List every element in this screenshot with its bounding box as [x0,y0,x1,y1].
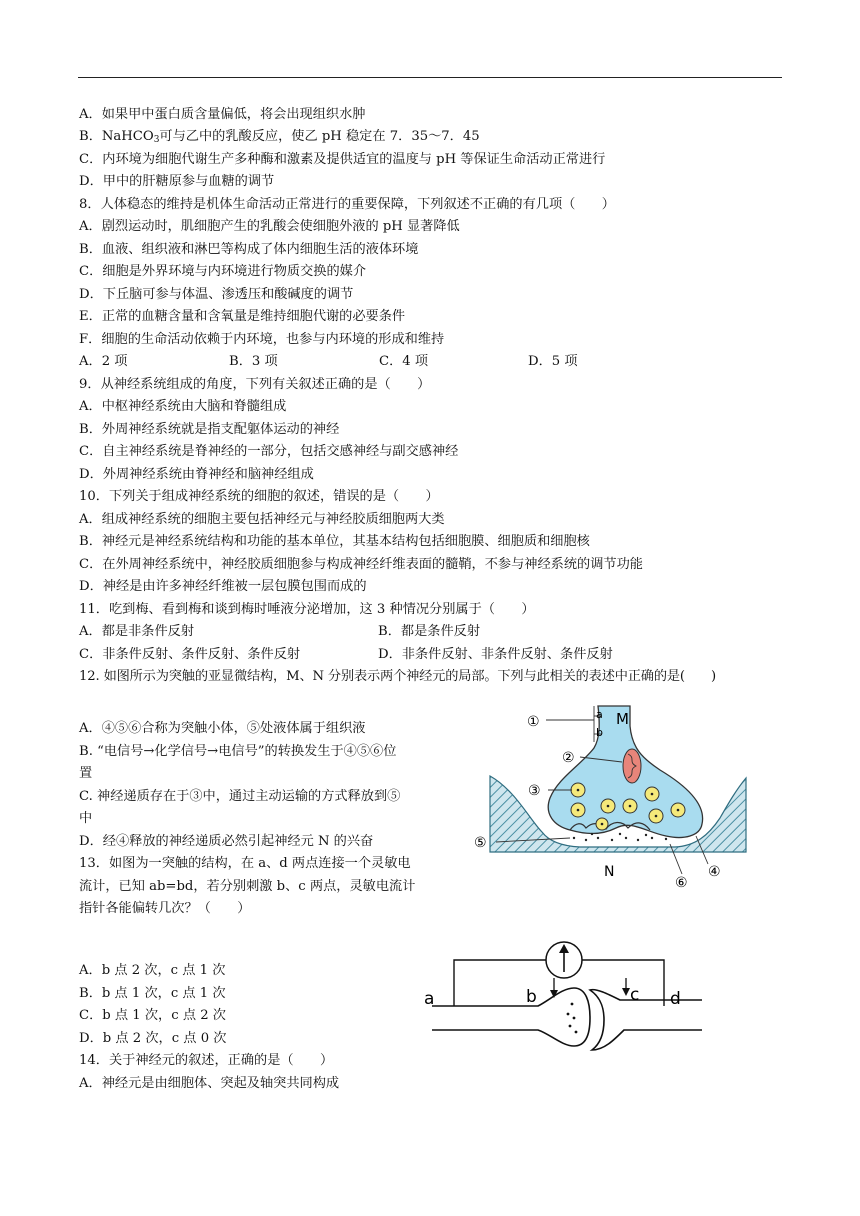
q13-option-d: D．b 点 2 次，c 点 0 次 [79,1031,227,1046]
q11-option-b: B．都是条件反射 [378,624,481,639]
fig12-label-3: ③ [528,783,541,799]
q11-stem: 11．吃到梅、看到梅和谈到梅时唾液分泌增加，这 3 种情况分别属于（ ） [79,602,535,617]
q8-statement-f: F．细胞的生命活动依赖于内环境，也参与内环境的形成和维持 [79,332,445,347]
q9-option-a: A．中枢神经系统由大脑和脊髓组成 [79,399,287,414]
q8-statement-b: B．血液、组织液和淋巴等构成了体内细胞生活的液体环境 [79,242,419,257]
vesicle-dots [567,1003,578,1034]
fig13-point-b: b [526,987,537,1007]
q7-option-c: C．内环境为细胞代谢生产多种酶和激素及提供适宜的温度与 pH 等保证生命活动正常进行 [79,152,606,167]
fig12-label-6: ⑥ [675,875,688,891]
fig12-label-b: b [596,726,603,739]
q9-option-b: B．外周神经系统就是指支配躯体运动的神经 [79,422,340,437]
q10-option-a: A．组成神经系统的细胞主要包括神经元与神经胶质细胞两大类 [79,512,445,527]
q13-option-a: A．b 点 2 次，c 点 1 次 [79,963,226,978]
q13-stem-line1: 13．如图为一突触的结构，在 a、d 两点连接一个灵敏电 [79,856,411,871]
q10-option-c: C．在外周神经系统中，神经胶质细胞参与构成神经纤维表面的髓鞘，不参与神经系统的调节功能 [79,557,643,572]
q7-option-b: B．NaHCO$_3$可与乙中的乳酸反应，使乙 pH 稳定在 7．35～7．45 [79,129,480,145]
q8-statement-e: E．正常的血糖含量和含氧量是维持细胞代谢的必要条件 [79,309,406,324]
q13-option-c: C．b 点 1 次，c 点 2 次 [79,1008,226,1023]
q13-option-b: B．b 点 1 次，c 点 1 次 [79,986,226,1001]
q12-option-a: A．④⑤⑥合称为突触小体，⑤处液体属于组织液 [79,721,366,736]
fig13-point-c: c [630,985,640,1005]
galvanometer-icon [546,942,582,978]
synapse-figure [470,698,760,892]
q12-option-c-cont: 中 [79,811,93,826]
q12-option-c: C. 神经递质存在于③中，通过主动运输的方式释放到⑤ [79,789,401,804]
postsynaptic-axon [590,990,702,1050]
fig12-label-5: ⑤ [474,835,487,851]
q9-option-c: C．自主神经系统是脊神经的一部分，包括交感神经与副交感神经 [79,444,459,459]
q9-stem: 9．从神经系统组成的角度，下列有关叙述正确的是（ ） [79,377,431,392]
q10-stem: 10．下列关于组成神经系统的细胞的叙述，错误的是（ ） [79,489,439,504]
fig13-point-d: d [670,989,681,1009]
q14-stem: 14．关于神经元的叙述，正确的是（ ） [79,1053,334,1068]
q8-option-a: A．2 项 [79,354,128,369]
q12-stem: 12. 如图所示为突触的亚显微结构，M、N 分别表示两个神经元的局部。下列与此相关的表述中正确的是( ) [79,669,716,684]
q10-option-d: D．神经是由许多神经纤维被一层包膜包围而成的 [79,579,367,594]
q7-option-a: A．如果甲中蛋白质含量偏低，将会出现组织水肿 [79,107,366,122]
q8-statement-c: C．细胞是外界环境与内环境进行物质交换的媒介 [79,264,367,279]
q11-option-d: D．非条件反射、非条件反射、条件反射 [378,647,613,662]
q12-option-d: D．经④释放的神经递质必然引起神经元 N 的兴奋 [79,834,374,849]
q12-option-b-cont: 置 [79,766,93,781]
fig12-label-2: ② [562,750,575,766]
q13-stem-line3: 指针各能偏转几次？（ ） [79,901,251,916]
mitochondrion-icon [623,749,641,783]
q11-option-a: A．都是非条件反射 [79,624,195,639]
q7-option-d: D．甲中的肝糖原参与血糖的调节 [79,174,275,189]
fig12-label-a: a [596,708,603,721]
q13-stem-line2: 流计，已知 ab=bd，若分别刺激 b、c 两点，灵敏电流计 [79,879,416,894]
q11-option-c: C．非条件反射、条件反射、条件反射 [79,647,301,662]
fig12-label-m: M [616,710,629,728]
transmitter-dots [573,833,667,841]
fig12-label-1: ① [527,714,540,730]
q8-option-d: D．5 项 [528,354,578,369]
q8-stem: 8．人体稳态的维持是机体生命活动正常进行的重要保障，下列叙述不正确的有几项（ ） [79,197,615,212]
q8-statement-a: A．剧烈运动时，肌细胞产生的乳酸会使细胞外液的 pH 显著降低 [79,219,460,234]
q8-option-b: B．3 项 [229,354,278,369]
fig13-point-a: a [424,989,435,1009]
q10-option-b: B．神经元是神经系统结构和功能的基本单位，其基本结构包括细胞膜、细胞质和细胞核 [79,534,590,549]
presynaptic-axon [432,988,590,1046]
q8-option-c: C．4 项 [379,354,429,369]
q14-option-a: A．神经元是由细胞体、突起及轴突共同构成 [79,1076,340,1091]
q9-option-d: D．外周神经系统由脊神经和脑神经组成 [79,467,314,482]
fig12-label-4: ④ [708,864,721,880]
q8-statement-d: D．下丘脑可参与体温、渗透压和酸碱度的调节 [79,287,354,302]
q12-option-b: B. “电信号→化学信号→电信号”的转换发生于④⑤⑥位 [79,744,397,759]
fig12-label-n: N [604,864,615,880]
galvanometer-figure [420,926,710,1066]
header-rule [78,77,782,78]
